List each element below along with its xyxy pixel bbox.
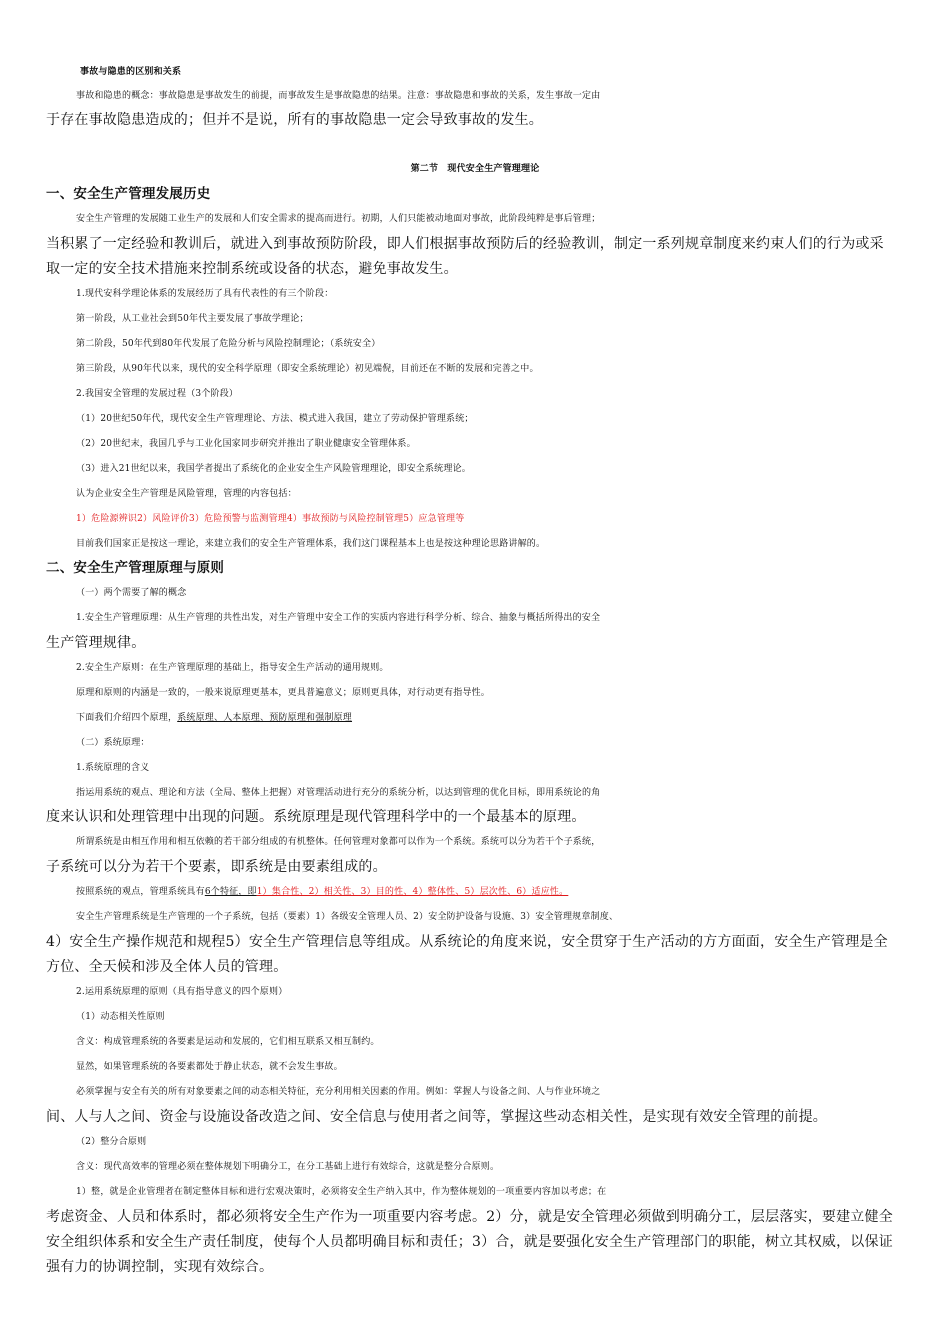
paragraph-line: 当积累了一定经验和教训后，就进入到事故预防阶段，即人们根据事故预防后的经验教训，制定一系列规章制度来约束人们的行为或采 (46, 236, 884, 252)
paragraph-line: 子系统可以分为若干个要素，即系统是由要素组成的。 (46, 859, 387, 875)
six-features-highlight: 1）集合性、2）相关性、3）目的性、4）整体性、5）层次性、6）适应性。 (256, 887, 569, 897)
paragraph-line (76, 709, 932, 727)
paragraph-line: （3）进入21世纪以来，我国学者提出了系统化的企业安全生产风险管理理论，即安全系统理论。 (76, 464, 471, 474)
paragraph-line: 方位、全天候和涉及全体人员的管理。 (46, 959, 288, 975)
heading-principles: 二、安全生产管理原理与原则 (46, 560, 225, 576)
paragraph-line: 4）安全生产操作规范和规程5）安全生产管理信息等组成。从系统论的角度来说，安全贯穿于生产活动的方方面面，安全生产管理是全 (46, 934, 888, 950)
paragraph-line: 第二阶段，50年代到80年代发展了危险分析与风险控制理论；（系统安全） (76, 339, 381, 349)
paragraph-line: 2.我国安全管理的发展过程（3个阶段） (76, 389, 239, 399)
six-features-prefix: 按照系统的观点，管理系统具有 (76, 887, 205, 897)
paragraph-line (76, 883, 932, 901)
paragraph-line: 安全组织体系和安全生产责任制度，使每个人员都明确目标和责任；3）合，就是要强化安全生产管理部门的职能，树立其权威，以保证 (46, 1234, 893, 1250)
paragraph-line: （2）20世纪末，我国几乎与工业化国家同步研究并推出了职业健康安全管理体系。 (76, 439, 416, 449)
paragraph-line: 含义：构成管理系统的各要素是运动和发展的，它们相互联系又相互制约。 (76, 1037, 380, 1047)
section-title: 第二节 现代安全生产管理理论 (410, 164, 540, 174)
four-principles-prefix: 下面我们介绍四个原理， (76, 713, 178, 723)
paragraph-line: 事故和隐患的概念：事故隐患是事故发生的前提，而事故发生是事故隐患的结果。注意：事故隐患和事故的关系，发生事故一定由 (76, 91, 601, 101)
paragraph-line: 1.系统原理的含义 (76, 763, 150, 773)
paragraph-line: 所谓系统是由相互作用和相互依赖的若干部分组成的有机整体。任何管理对象都可以作为一个系统。系统可以分为若干个子系统， (76, 837, 601, 847)
paragraph-line: 2.安全生产原则：在生产管理原理的基础上，指导安全生产活动的通用规则。 (76, 663, 389, 673)
risk-items-highlight: 1）危险源辨识2）风险评价3）危险预警与监测管理4）事故预防与风险控制管理5）应急管理等 (76, 514, 465, 524)
paragraph-line: 必须掌握与安全有关的所有对象要素之间的动态相关特征，充分利用相关因素的作用。例如：掌握人与设备之间、人与作业环境之 (76, 1087, 601, 1097)
paragraph-line: （1）20世纪50年代，现代安全生产管理理论、方法、模式进入我国，建立了劳动保护管理系统； (76, 414, 474, 424)
paragraph-line: 含义：现代高效率的管理必须在整体规划下明确分工，在分工基础上进行有效综合，这就是整分合原则。 (76, 1162, 500, 1172)
paragraph-line: 考虑资金、人员和体系时，都必须将安全生产作为一项重要内容考虑。2）分，就是安全管理必须做到明确分工，层层落实，要建立健全 (46, 1209, 893, 1225)
paragraph-line: 取一定的安全技术措施来控制系统或设备的状态，避免事故发生。 (46, 261, 458, 277)
paragraph-line: 指运用系统的观点、理论和方法（全局、整体上把握）对管理活动进行充分的系统分析，以达到管理的优化目标，即用系统论的角 (76, 788, 601, 798)
paragraph-line: 于存在事故隐患造成的；但并不是说，所有的事故隐患一定会导致事故的发生。 (46, 112, 543, 128)
paragraph-line: 第一阶段，从工业社会到50年代主要发展了事故学理论； (76, 314, 309, 324)
four-principles-underlined: 系统原理、人本原理、预防原理和强制原理 (177, 713, 353, 723)
paragraph-line: 强有力的协调控制，实现有效综合。 (46, 1259, 274, 1275)
six-features-underlined: 6个特征，即 (204, 887, 257, 897)
paragraph-line: 生产管理规律。 (46, 635, 146, 651)
heading-history: 一、安全生产管理发展历史 (46, 186, 211, 202)
paragraph-line: 第三阶段，从90年代以来，现代的安全科学原理（即安全系统理论）初见端倪，目前还在不断的发展和完善之中。 (76, 364, 539, 374)
heading-accident-hazard: 事故与隐患的区别和关系 (80, 67, 182, 77)
paragraph-line: 1）整，就是企业管理者在制定整体目标和进行宏观决策时，必须将安全生产纳入其中，作为整体规划的一项重要内容加以考虑；在 (76, 1187, 607, 1197)
paragraph-line: （二）系统原理： (76, 738, 150, 748)
paragraph-line: 2.运用系统原理的原则（具有指导意义的四个原则） (76, 987, 288, 997)
paragraph-line: 1.现代安科学理论体系的发展经历了具有代表性的有三个阶段： (76, 289, 334, 299)
paragraph-line: 认为企业安全生产管理是风险管理，管理的内容包括： (76, 489, 297, 499)
paragraph-line: （1）动态相关性原则 (76, 1012, 165, 1022)
paragraph-line: （一）两个需要了解的概念 (76, 588, 187, 598)
paragraph-line: 度来认识和处理管理中出现的问题。系统原理是现代管理科学中的一个最基本的原理。 (46, 809, 586, 825)
paragraph-line: 显然，如果管理系统的各要素都处于静止状态，就不会发生事故。 (76, 1062, 343, 1072)
paragraph-line: 安全生产管理的发展随工业生产的发展和人们安全需求的提高而进行。初期，人们只能被动地面对事故，此阶段纯粹是事后管理； (76, 214, 601, 224)
paragraph-line: 原理和原则的内涵是一致的，一般来说原理更基本，更具普遍意义；原则更具体，对行动更有指导性。 (76, 688, 491, 698)
paragraph-line: 目前我们国家正是按这一理论，来建立我们的安全生产管理体系，我们这门课程基本上也是按这种理论思路讲解的。 (76, 539, 546, 549)
paragraph-line: 安全生产管理系统是生产管理的一个子系统，包括（要素）1）各级安全管理人员、2）安全防护设备与设施、3）安全管理规章制度、 (76, 912, 619, 922)
paragraph-line: 间、人与人之间、资金与设施设备改造之间、安全信息与使用者之间等，掌握这些动态相关性，是实现有效安全管理的前提。 (46, 1109, 827, 1125)
paragraph-line: 1.安全生产管理原理：从生产管理的共性出发，对生产管理中安全工作的实质内容进行科学分析、综合、抽象与概括所得出的安全 (76, 613, 601, 623)
paragraph-line: （2）整分合原则 (76, 1137, 147, 1147)
